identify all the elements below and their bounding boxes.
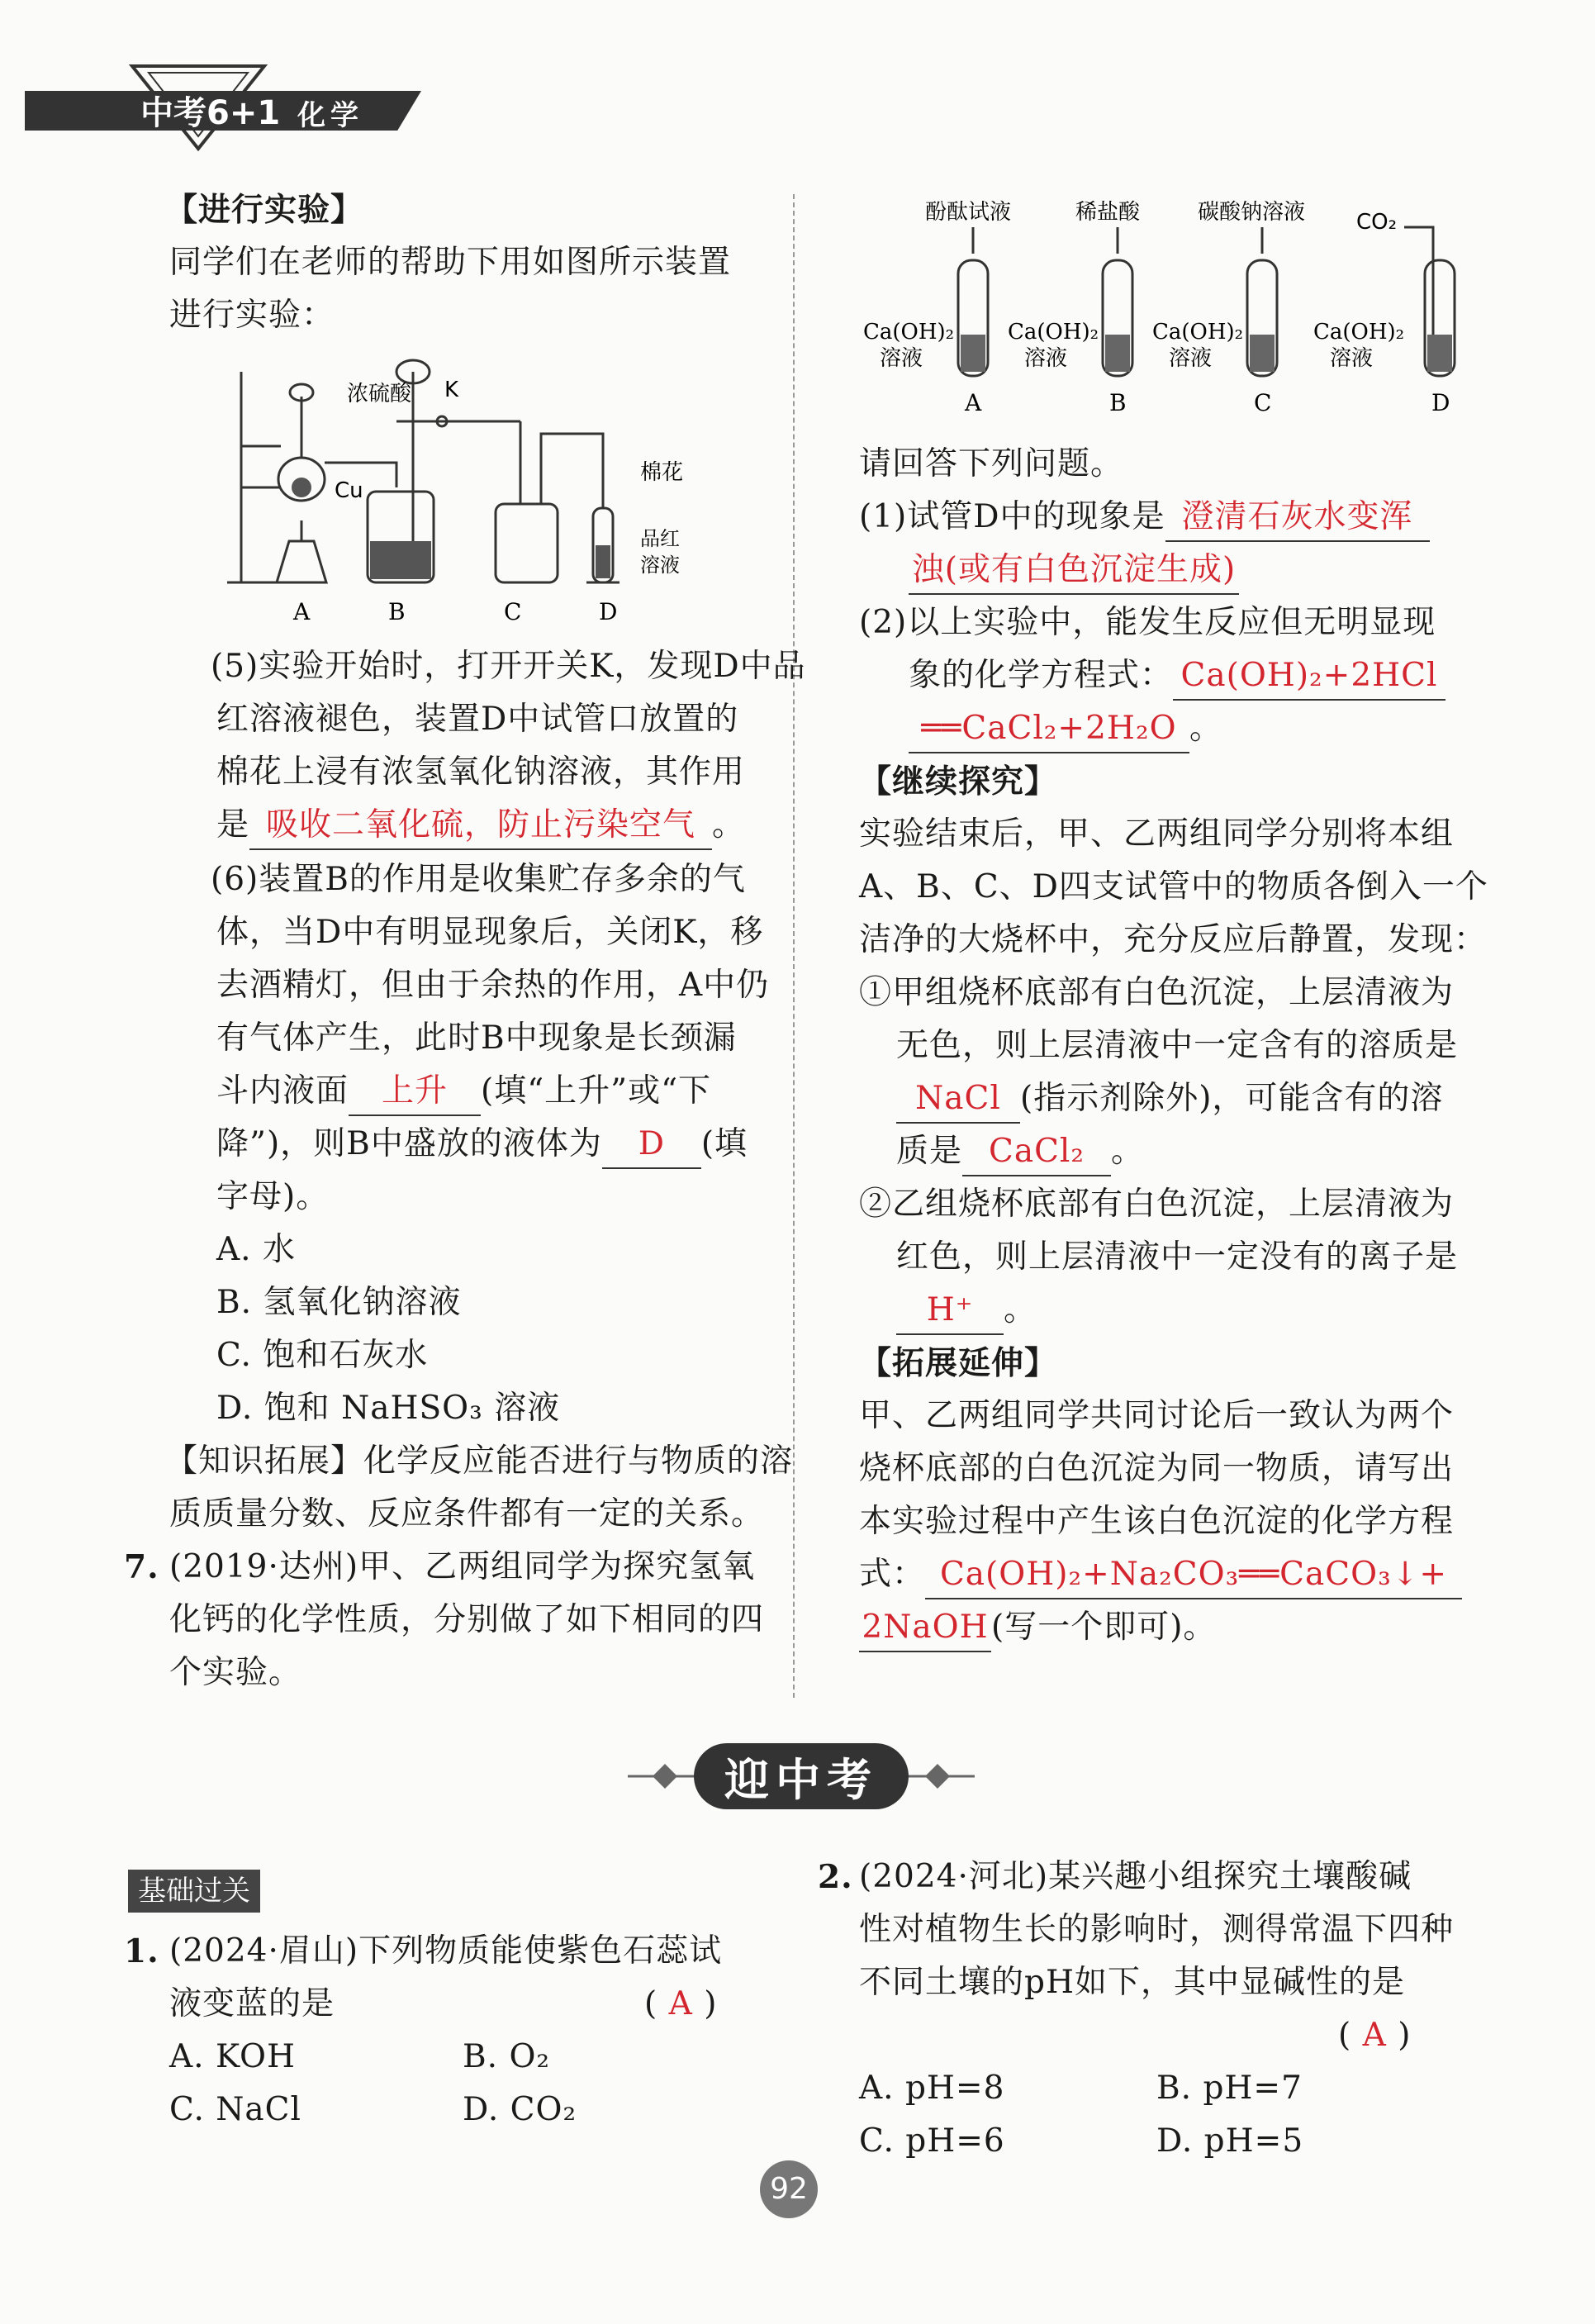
- p1-answer-2: CaCl₂: [962, 1129, 1111, 1176]
- test-tube-diagram: [851, 194, 1470, 421]
- banner-title: 迎中考: [724, 1754, 878, 1806]
- b2-option-a: A. pH=8: [859, 2070, 1005, 2107]
- p1-line-3: NaCl (指示剂除外)，可能含有的溶: [896, 1072, 1443, 1125]
- knowledge-line-2: 质质量分数、反应条件都有一定的关系。: [169, 1495, 765, 1533]
- b2-line-1: (2024·河北)某兴趣小组探究土壤酸碱: [859, 1858, 1412, 1895]
- label-dye-1: 品红: [640, 527, 680, 550]
- q5-line-3: 棉花上浸有浓氢氧化钠溶液，其作用: [216, 753, 746, 791]
- q7-number: 7.: [124, 1548, 159, 1586]
- continue-line-3: 洁净的大烧杯中，充分反应后静置，发现：: [859, 921, 1488, 958]
- q5-line-1: (5)实验开始时，打开开关K，发现D中品: [211, 648, 806, 685]
- q6-answer-2: D: [602, 1121, 701, 1169]
- label-acid: 浓硫酸: [347, 382, 412, 406]
- q6-line-2: 体，当D中有明显现象后，关闭K，移: [216, 914, 764, 951]
- b2-option-c: C. pH=6: [859, 2122, 1005, 2160]
- tube-label-A: A: [965, 389, 982, 416]
- b1-option-a: A. KOH: [169, 2038, 297, 2075]
- label-switch: K: [444, 378, 459, 402]
- intro-line-2: 进行实验：: [169, 297, 335, 334]
- r2-answer-b: ══CaCl₂+2H₂O: [909, 706, 1189, 753]
- b2-number: 2.: [818, 1858, 853, 1896]
- reagent-B: 稀盐酸: [1075, 200, 1141, 225]
- q6-option-b: B. 氢氧化钠溶液: [216, 1284, 462, 1321]
- r2-line-2: 象的化学方程式： Ca(OH)₂+2HCl: [909, 649, 1445, 702]
- solution-A-1: Ca(OH)₂: [863, 320, 955, 345]
- section-heading-experiment: 【进行实验】: [165, 191, 364, 229]
- knowledge-line-1: 【知识拓展】化学反应能否进行与物质的溶: [165, 1442, 794, 1480]
- p2-line-3: H⁺ 。: [896, 1284, 1037, 1337]
- b1-answer-bracket: ( A ): [644, 1985, 718, 2022]
- apparatus-diagram: [223, 355, 719, 628]
- tube-label-D: D: [1431, 389, 1450, 416]
- label-A: A: [293, 598, 311, 625]
- b1-line-1: (2024·眉山)下列物质能使紫色石蕊试: [169, 1932, 723, 1970]
- eq-answer-b: 2NaOH: [859, 1604, 991, 1652]
- b1-answer: A: [668, 1985, 693, 2022]
- solution-D-1: Ca(OH)₂: [1313, 320, 1405, 345]
- solution-A-2: 溶液: [880, 346, 923, 371]
- page-number: 92: [760, 2160, 818, 2218]
- b2-option-d: D. pH=5: [1156, 2122, 1304, 2160]
- b2-line-3: 不同土壤的pH如下，其中显碱性的是: [859, 1964, 1405, 2001]
- eq-line-1: 式： Ca(OH)₂+Na₂CO₃══CaCO₃↓+: [859, 1548, 1462, 1601]
- q6-line-3: 去酒精灯，但由于余热的作用，A中仍: [216, 967, 770, 1004]
- tube-label-C: C: [1254, 389, 1272, 416]
- p1-line-4: 质是 CaCl₂ 。: [896, 1125, 1144, 1178]
- r2-answer-a: Ca(OH)₂+2HCl: [1173, 653, 1445, 701]
- right-prompt: 请回答下列问题。: [859, 445, 1124, 482]
- b2-answer-bracket: ( A ): [1338, 2017, 1412, 2054]
- r1-answer-b: 浊(或有白色沉淀生成): [909, 547, 1239, 595]
- r1-line-2: [909, 544, 1239, 596]
- eq-line-2: 2NaOH(写一个即可)。: [859, 1601, 1216, 1654]
- p2-line-2: 红色，则上层清液中一定没有的离子是: [896, 1238, 1459, 1276]
- q6-line-7: 字母)。: [216, 1178, 330, 1215]
- q6-line-4: 有气体产生，此时B中现象是长颈漏: [216, 1019, 737, 1057]
- subject-label: 化学: [297, 99, 363, 132]
- r1-answer-a: 澄清石灰水变浑: [1165, 494, 1430, 542]
- reagent-C: 碳酸钠溶液: [1198, 200, 1306, 225]
- q5-line-2: 红溶液褪色，装置D中试管口放置的: [216, 701, 739, 738]
- q6-option-c: C. 饱和石灰水: [216, 1337, 429, 1374]
- q6-line-6: 降”)，则B中盛放的液体为 D (填: [216, 1118, 748, 1171]
- reagent-A: 酚酞试液: [925, 200, 1012, 225]
- p1-line-2: 无色，则上层清液中一定含有的溶质是: [896, 1027, 1459, 1064]
- label-metal: Cu: [335, 478, 363, 503]
- b1-number: 1.: [124, 1932, 159, 1970]
- q6-line-1: (6)装置B的作用是收集贮存多余的气: [211, 861, 746, 898]
- b2-answer: A: [1362, 2017, 1387, 2054]
- label-dye-2: 溶液: [640, 554, 680, 577]
- intro-line-1: 同学们在老师的帮助下用如图所示装置: [169, 244, 732, 281]
- solution-B-2: 溶液: [1024, 346, 1068, 371]
- p2-line-1: ②乙组烧杯底部有白色沉淀，上层清液为: [859, 1186, 1455, 1223]
- solution-B-1: Ca(OH)₂: [1008, 320, 1099, 345]
- label-B: B: [388, 598, 406, 625]
- label-cotton: 棉花: [640, 460, 684, 485]
- extend-line-1: 甲、乙两组同学共同讨论后一致认为两个: [859, 1397, 1455, 1434]
- r1-line-1: (1)试管D中的现象是 澄清石灰水变浑: [859, 491, 1430, 544]
- b1-line-2: 液变蓝的是: [169, 1985, 335, 2022]
- q5-line-4: 是 吸收二氧化硫，防止污染空气 。: [216, 799, 745, 852]
- q5-answer: 吸收二氧化硫，防止污染空气: [249, 802, 712, 850]
- q6-option-a: A. 水: [216, 1231, 296, 1268]
- section-tag-basic: 基础过关: [128, 1870, 260, 1913]
- q6-answer-1: 上升: [349, 1068, 481, 1116]
- q7-line-3: 个实验。: [169, 1654, 302, 1691]
- solution-C-1: Ca(OH)₂: [1152, 320, 1244, 345]
- tube-label-B: B: [1109, 389, 1127, 416]
- q7-line-2: 化钙的化学性质，分别做了如下相同的四: [169, 1601, 765, 1638]
- q7-line-1: (2019·达州)甲、乙两组同学为探究氢氧: [169, 1548, 756, 1585]
- b1-option-b: B. O₂: [463, 2038, 551, 2075]
- eq-answer-a: Ca(OH)₂+Na₂CO₃══CaCO₃↓+: [925, 1552, 1462, 1599]
- extend-heading: 【拓展延伸】: [859, 1344, 1058, 1382]
- extend-line-3: 本实验过程中产生该白色沉淀的化学方程: [859, 1503, 1455, 1540]
- p1-answer-1: NaCl: [896, 1076, 1020, 1124]
- solution-C-2: 溶液: [1169, 346, 1213, 371]
- q6-line-5: 斗内液面 上升 (填“上升”或“下: [216, 1065, 711, 1118]
- p2-answer: H⁺: [896, 1287, 1004, 1335]
- logo-text: 中考6+1: [140, 94, 281, 132]
- r2-line-3: ══CaCl₂+2H₂O 。: [909, 702, 1222, 755]
- continue-heading: 【继续探究】: [859, 763, 1058, 801]
- b1-option-d: D. CO₂: [463, 2091, 577, 2128]
- extend-line-2: 烧杯底部的白色沉淀为同一物质，请写出: [859, 1450, 1455, 1487]
- q6-option-d: D. 饱和 NaHSO₃ 溶液: [216, 1390, 561, 1427]
- b2-line-2: 性对植物生长的影响时，测得常温下四种: [859, 1911, 1455, 1948]
- continue-line-1: 实验结束后，甲、乙两组同学分别将本组: [859, 815, 1455, 853]
- b1-option-c: C. NaCl: [169, 2091, 301, 2128]
- label-D: D: [599, 598, 618, 625]
- column-divider: [793, 194, 795, 1698]
- label-C: C: [504, 598, 522, 625]
- p1-line-1: ①甲组烧杯底部有白色沉淀，上层清液为: [859, 974, 1455, 1011]
- continue-line-2: A、B、C、D四支试管中的物质各倒入一个: [859, 868, 1488, 905]
- r2-line-1: (2)以上实验中，能发生反应但无明显现: [859, 604, 1436, 641]
- solution-D-2: 溶液: [1330, 346, 1374, 371]
- b2-option-b: B. pH=7: [1156, 2070, 1303, 2107]
- reagent-D: CO₂: [1356, 210, 1398, 235]
